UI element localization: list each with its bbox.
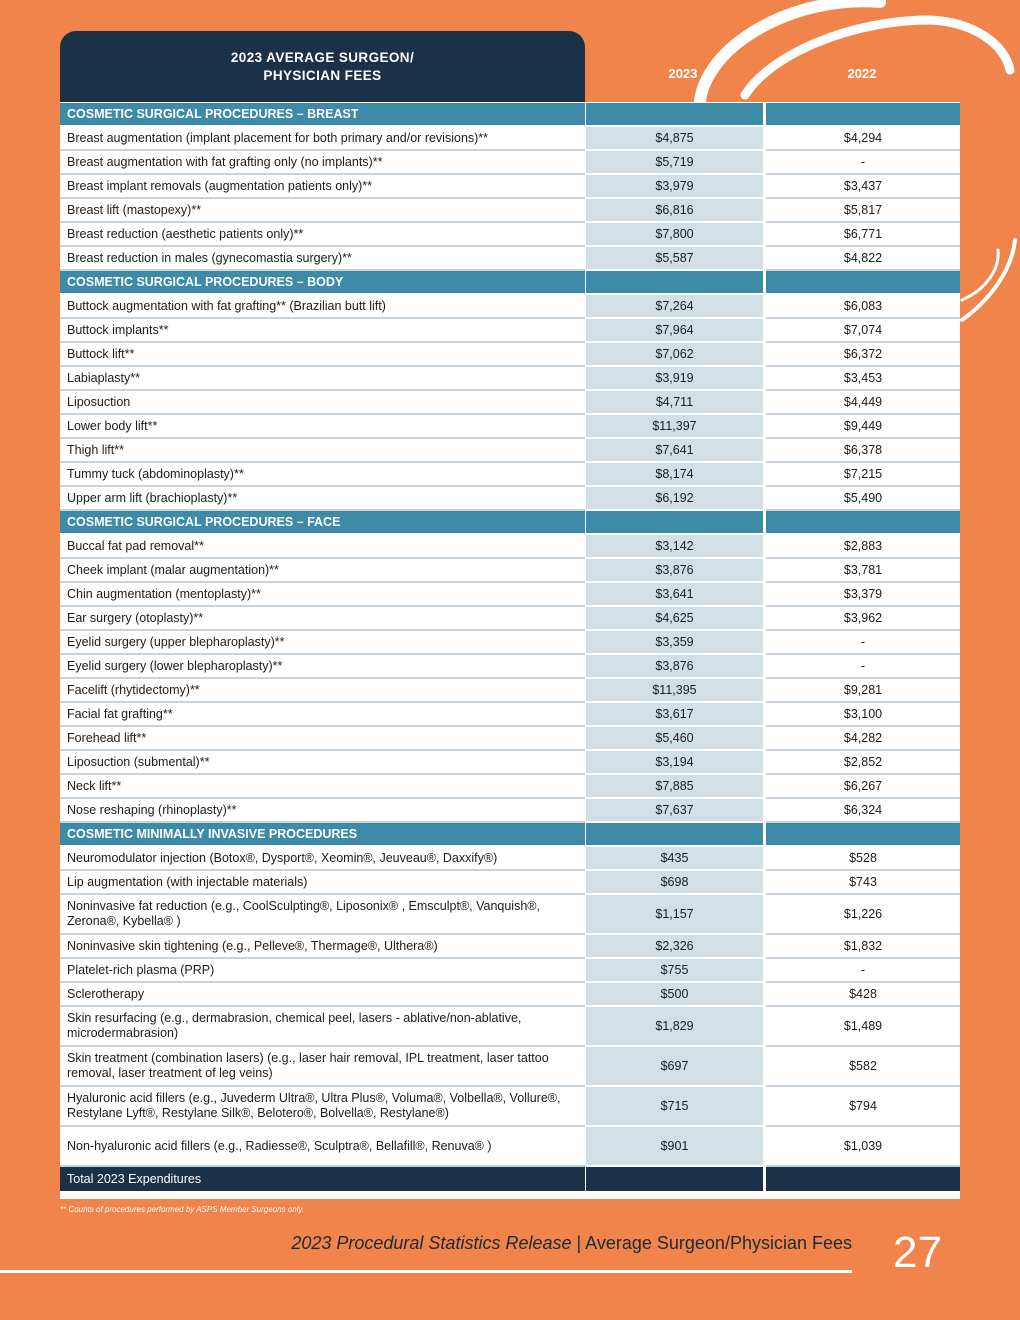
table-row: [60, 247, 960, 271]
table-row: [60, 679, 960, 703]
fee-2022: $3,453: [766, 367, 960, 391]
procedure-name: Buttock lift**: [60, 343, 585, 367]
table-row: [60, 559, 960, 583]
procedure-name: Eyelid surgery (lower blepharoplasty)**: [60, 655, 585, 679]
procedure-name: COSMETIC SURGICAL PROCEDURES – FACE: [60, 511, 585, 535]
fee-2023: $6,192: [586, 487, 763, 511]
fee-2022: $2,883: [766, 535, 960, 559]
table-row: [60, 775, 960, 799]
column-header-2022: 2022: [847, 66, 877, 81]
procedure-name: COSMETIC SURGICAL PROCEDURES – BODY: [60, 271, 585, 295]
fee-2022: $9,449: [766, 415, 960, 439]
fee-2023: $4,711: [586, 391, 763, 415]
procedure-name: Breast augmentation (implant placement for both primary and/or revisions)**: [60, 127, 585, 151]
table-row: [60, 703, 960, 727]
fee-2022: -: [766, 655, 960, 679]
fee-2023: $11,397: [586, 415, 763, 439]
procedure-name: Total 2023 Expenditures: [60, 1167, 585, 1191]
fee-2022: $1,489: [766, 1007, 960, 1047]
fee-2022: $428: [766, 983, 960, 1007]
table-row: [60, 895, 960, 935]
procedure-name: Hyaluronic acid fillers (e.g., Juvederm Ultra®, Ultra Plus®, Voluma®, Volbella®, Vollure®, Restylane Lyft®, Restylane Silk®, Belotero®, Bolvella®, Restylane®): [60, 1087, 585, 1127]
fee-2023: $4,625: [586, 607, 763, 631]
fee-2023: $500: [586, 983, 763, 1007]
procedure-name: Breast augmentation with fat grafting only (no implants)**: [60, 151, 585, 175]
fee-2022: $3,379: [766, 583, 960, 607]
category-row: [60, 103, 960, 127]
procedure-name: Non-hyaluronic acid fillers (e.g., Radiesse®, Sculptra®, Bellafill®, Renuva® ): [60, 1127, 585, 1167]
fee-2023: $7,641: [586, 439, 763, 463]
table-row: [60, 439, 960, 463]
fee-2023: $3,617: [586, 703, 763, 727]
fee-2022: $794: [766, 1087, 960, 1127]
table-row: [60, 463, 960, 487]
table-row: [60, 1007, 960, 1047]
procedure-name: Forehead lift**: [60, 727, 585, 751]
fee-2023: $3,979: [586, 175, 763, 199]
fee-2023: $8,174: [586, 463, 763, 487]
total-row: [60, 1167, 960, 1191]
fee-2022: $3,100: [766, 703, 960, 727]
table-row: [60, 1087, 960, 1127]
procedure-name: Breast implant removals (augmentation patients only)**: [60, 175, 585, 199]
fee-2022: $3,962: [766, 607, 960, 631]
fee-2022: [766, 103, 960, 127]
procedure-name: Buccal fat pad removal**: [60, 535, 585, 559]
swirl-arc-outer: [700, 1, 880, 100]
fee-2022: $4,294: [766, 127, 960, 151]
fee-2022: $528: [766, 847, 960, 871]
fee-2023: $5,460: [586, 727, 763, 751]
fee-2022: $3,437: [766, 175, 960, 199]
fee-2023: [586, 511, 763, 535]
fee-2022: $5,817: [766, 199, 960, 223]
footer-divider: [0, 1270, 852, 1273]
table-row: [60, 983, 960, 1007]
procedure-name: Breast reduction in males (gynecomastia surgery)**: [60, 247, 585, 271]
table-row: [60, 1047, 960, 1087]
fee-2023: $3,359: [586, 631, 763, 655]
table-row: [60, 631, 960, 655]
table-row: [60, 319, 960, 343]
table-row: [60, 223, 960, 247]
fee-2023: $1,157: [586, 895, 763, 935]
table-row: [60, 295, 960, 319]
table-row: [60, 799, 960, 823]
fee-2023: $7,637: [586, 799, 763, 823]
procedure-name: Neck lift**: [60, 775, 585, 799]
fee-2023: $4,875: [586, 127, 763, 151]
table-row: [60, 959, 960, 983]
procedure-name: Liposuction (submental)**: [60, 751, 585, 775]
fee-2022: $7,215: [766, 463, 960, 487]
fee-2022: $7,074: [766, 319, 960, 343]
fee-2023: [586, 271, 763, 295]
table-title-line2: PHYSICIAN FEES: [263, 67, 382, 83]
procedure-name: Platelet-rich plasma (PRP): [60, 959, 585, 983]
procedure-name: Breast reduction (aesthetic patients only)**: [60, 223, 585, 247]
table-row: [60, 607, 960, 631]
table-row: [60, 391, 960, 415]
fee-2022: $1,832: [766, 935, 960, 959]
fee-2022: $6,324: [766, 799, 960, 823]
fee-2022: [766, 511, 960, 535]
table-row: [60, 199, 960, 223]
table-row: [60, 871, 960, 895]
fee-2023: $7,800: [586, 223, 763, 247]
table-row: [60, 343, 960, 367]
fee-2023: $901: [586, 1127, 763, 1167]
procedure-name: Facial fat grafting**: [60, 703, 585, 727]
table-row: [60, 751, 960, 775]
procedure-name: Ear surgery (otoplasty)**: [60, 607, 585, 631]
fee-2022: -: [766, 631, 960, 655]
category-row: [60, 511, 960, 535]
fee-2022: $4,282: [766, 727, 960, 751]
fee-2023: $3,919: [586, 367, 763, 391]
procedure-name: Neuromodulator injection (Botox®, Dysport®, Xeomin®, Jeuveau®, Daxxify®): [60, 847, 585, 871]
fee-2023: $7,885: [586, 775, 763, 799]
category-row: [60, 271, 960, 295]
table-row: [60, 415, 960, 439]
fee-2022: $3,781: [766, 559, 960, 583]
fee-2022: $743: [766, 871, 960, 895]
procedure-name: Tummy tuck (abdominoplasty)**: [60, 463, 585, 487]
fee-2022: [766, 271, 960, 295]
fee-2023: $3,641: [586, 583, 763, 607]
table-title-line1: 2023 AVERAGE SURGEON/: [230, 49, 415, 65]
fee-2022: -: [766, 959, 960, 983]
fee-2023: $6,816: [586, 199, 763, 223]
procedure-name: Cheek implant (malar augmentation)**: [60, 559, 585, 583]
fee-2023: $755: [586, 959, 763, 983]
category-row: [60, 823, 960, 847]
table-row: [60, 535, 960, 559]
fee-2022: $4,822: [766, 247, 960, 271]
procedure-name: Noninvasive fat reduction (e.g., CoolSculpting®, Liposonix® , Emsculpt®, Vanquish®, Zerona®, Kybella® ): [60, 895, 585, 935]
fee-2023: $3,876: [586, 655, 763, 679]
fee-2022: $1,039: [766, 1127, 960, 1167]
procedure-name: Thigh lift**: [60, 439, 585, 463]
table-row: [60, 487, 960, 511]
table-row: [60, 583, 960, 607]
fee-2022: [766, 1167, 960, 1191]
table-row: [60, 935, 960, 959]
swirl-tail: [962, 250, 998, 300]
fee-2023: $697: [586, 1047, 763, 1087]
fee-2022: [766, 823, 960, 847]
footnote: ** Counts of procedures performed by ASPS Member Surgeons only.: [60, 1205, 305, 1214]
procedure-name: Breast lift (mastopexy)**: [60, 199, 585, 223]
fee-2023: $715: [586, 1087, 763, 1127]
table-row: [60, 727, 960, 751]
procedure-name: Skin resurfacing (e.g., dermabrasion, chemical peel, lasers - ablative/non-ablative, microdermabrasion): [60, 1007, 585, 1047]
procedure-name: Eyelid surgery (upper blepharoplasty)**: [60, 631, 585, 655]
fee-2023: [586, 103, 763, 127]
procedure-name: Facelift (rhytidectomy)**: [60, 679, 585, 703]
footer-title-section: | Average Surgeon/Physician Fees: [571, 1233, 852, 1253]
fee-2022: $582: [766, 1047, 960, 1087]
fees-table: [60, 103, 960, 1191]
fee-2022: $9,281: [766, 679, 960, 703]
swirl-arc-right: [962, 240, 1015, 320]
fee-2023: $5,587: [586, 247, 763, 271]
procedure-name: Lip augmentation (with injectable materials): [60, 871, 585, 895]
fee-2023: $3,194: [586, 751, 763, 775]
fee-2022: $6,378: [766, 439, 960, 463]
fee-2022: $6,267: [766, 775, 960, 799]
table-row: [60, 655, 960, 679]
table-row: [60, 847, 960, 871]
procedure-name: COSMETIC MINIMALLY INVASIVE PROCEDURES: [60, 823, 585, 847]
fee-2022: $4,449: [766, 391, 960, 415]
table-row: [60, 1127, 960, 1167]
procedure-name: Liposuction: [60, 391, 585, 415]
fee-2023: $698: [586, 871, 763, 895]
table-row: [60, 127, 960, 151]
procedure-name: Labiaplasty**: [60, 367, 585, 391]
procedure-name: Buttock augmentation with fat grafting** (Brazilian butt lift): [60, 295, 585, 319]
table-row: [60, 367, 960, 391]
procedure-name: Lower body lift**: [60, 415, 585, 439]
fee-2023: $7,062: [586, 343, 763, 367]
fee-2022: $5,490: [766, 487, 960, 511]
fee-2023: $3,142: [586, 535, 763, 559]
procedure-name: Sclerotherapy: [60, 983, 585, 1007]
table-title-header: [60, 31, 585, 102]
fee-2023: [586, 823, 763, 847]
fee-2022: $1,226: [766, 895, 960, 935]
fee-2023: $7,964: [586, 319, 763, 343]
fee-2022: $6,372: [766, 343, 960, 367]
procedure-name: Nose reshaping (rhinoplasty)**: [60, 799, 585, 823]
fee-2023: $3,876: [586, 559, 763, 583]
table-row: [60, 175, 960, 199]
fee-2023: $7,264: [586, 295, 763, 319]
table-row: [60, 151, 960, 175]
fee-2023: $5,719: [586, 151, 763, 175]
fee-2022: $6,771: [766, 223, 960, 247]
page-number: 27: [893, 1228, 942, 1277]
fee-2023: $2,326: [586, 935, 763, 959]
procedure-name: COSMETIC SURGICAL PROCEDURES – BREAST: [60, 103, 585, 127]
swirl-arc-inner: [745, 20, 1010, 95]
fee-2022: $6,083: [766, 295, 960, 319]
fee-2023: [586, 1167, 763, 1191]
table-title: [231, 49, 414, 85]
procedure-name: Buttock implants**: [60, 319, 585, 343]
footer-title-report: 2023 Procedural Statistics Release: [291, 1233, 572, 1253]
fee-2022: $2,852: [766, 751, 960, 775]
footer-title: [291, 1233, 852, 1254]
procedure-name: Upper arm lift (brachioplasty)**: [60, 487, 585, 511]
fee-2023: $435: [586, 847, 763, 871]
column-header-2023: 2023: [668, 66, 698, 81]
fee-2022: -: [766, 151, 960, 175]
fee-2023: $1,829: [586, 1007, 763, 1047]
procedure-name: Chin augmentation (mentoplasty)**: [60, 583, 585, 607]
procedure-name: Noninvasive skin tightening (e.g., Pelleve®, Thermage®, Ulthera®): [60, 935, 585, 959]
fee-2023: $11,395: [586, 679, 763, 703]
procedure-name: Skin treatment (combination lasers) (e.g., laser hair removal, IPL treatment, laser tattoo removal, laser treatment of leg veins): [60, 1047, 585, 1087]
